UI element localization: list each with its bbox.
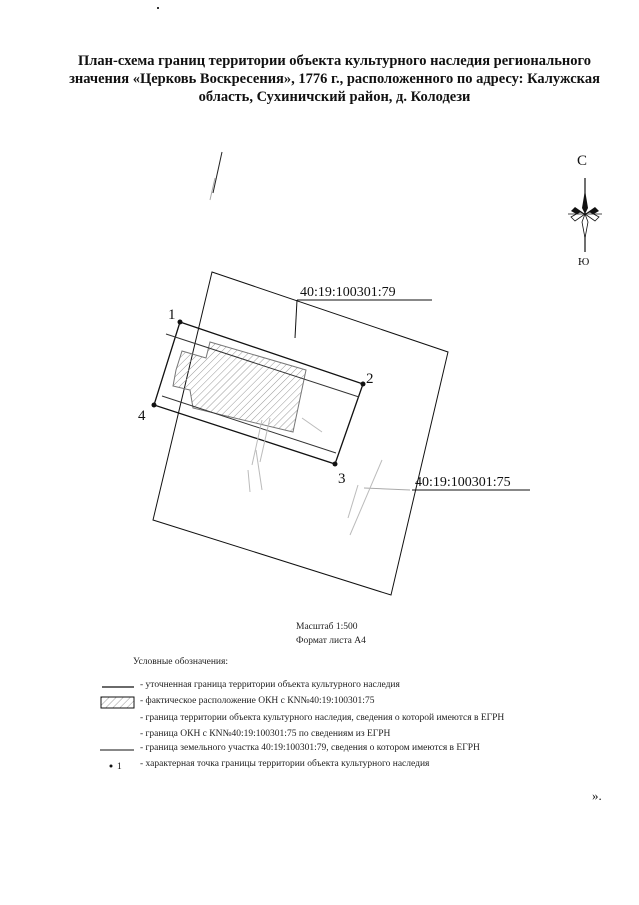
- faint-egrn-traces: [248, 418, 382, 535]
- legend-hatch-symbol: [101, 697, 134, 708]
- boundary-point-4: [152, 403, 157, 408]
- point-label-1: 1: [168, 307, 176, 323]
- scale-block: [296, 620, 366, 648]
- boundary-point-1: [178, 320, 183, 325]
- boundary-point-2: [361, 382, 366, 387]
- format-text: Формат листа А4: [296, 636, 366, 646]
- point-label-3: 3: [338, 471, 346, 487]
- okn-cadastral-label: 40:19:100301:75: [415, 475, 511, 490]
- legend-item-text: - характерная точка границы территории объекта культурного наследия: [140, 759, 430, 769]
- boundary-point-3: [333, 462, 338, 467]
- compass-rose: [568, 178, 602, 252]
- legend-item-text: - граница ОКН с КN№40:19:100301:75 по сведениям из ЕГРН: [140, 729, 391, 739]
- land-parcel-boundary: [153, 272, 448, 595]
- legend-item-text: - граница территории объекта культурного наследия, сведения о которой имеются в ЕГРН: [140, 713, 505, 723]
- legend-item-text: - граница земельного участка 40:19:100301:79, сведения о котором имеются в ЕГРН: [140, 743, 480, 753]
- point-label-2: 2: [366, 371, 374, 387]
- okn-label-leader: [364, 488, 410, 490]
- compass-north-label: С: [577, 153, 588, 169]
- point-label-4: 4: [138, 408, 146, 424]
- parcel-label-leader: [295, 300, 297, 338]
- title-line-1: План-схема границ территории объекта культурного наследия регионального: [78, 53, 591, 69]
- title-line-2: значения «Церковь Воскресения», 1776 г., расположенного по адресу: Калужская: [69, 71, 600, 87]
- legend-point-symbol: [110, 765, 113, 768]
- footer-quote-mark: ».: [592, 788, 602, 803]
- title-line-3: область, Сухиничский район, д. Колодези: [198, 89, 471, 105]
- okn-actual-location: [173, 342, 306, 432]
- legend-item-text: - уточненная граница территории объекта культурного наследия: [140, 680, 400, 690]
- scale-text: Масштаб 1:500: [296, 622, 358, 632]
- legend-item-text: - фактическое расположение ОКН с КN№40:19:100301:75: [140, 696, 375, 706]
- compass-south-label: Ю: [578, 256, 590, 268]
- legend-point-label: 1: [117, 762, 122, 772]
- parcel-cadastral-label: 40:19:100301:79: [300, 285, 396, 300]
- legend-title: Условные обозначения:: [133, 657, 229, 667]
- stray-line: [213, 152, 222, 193]
